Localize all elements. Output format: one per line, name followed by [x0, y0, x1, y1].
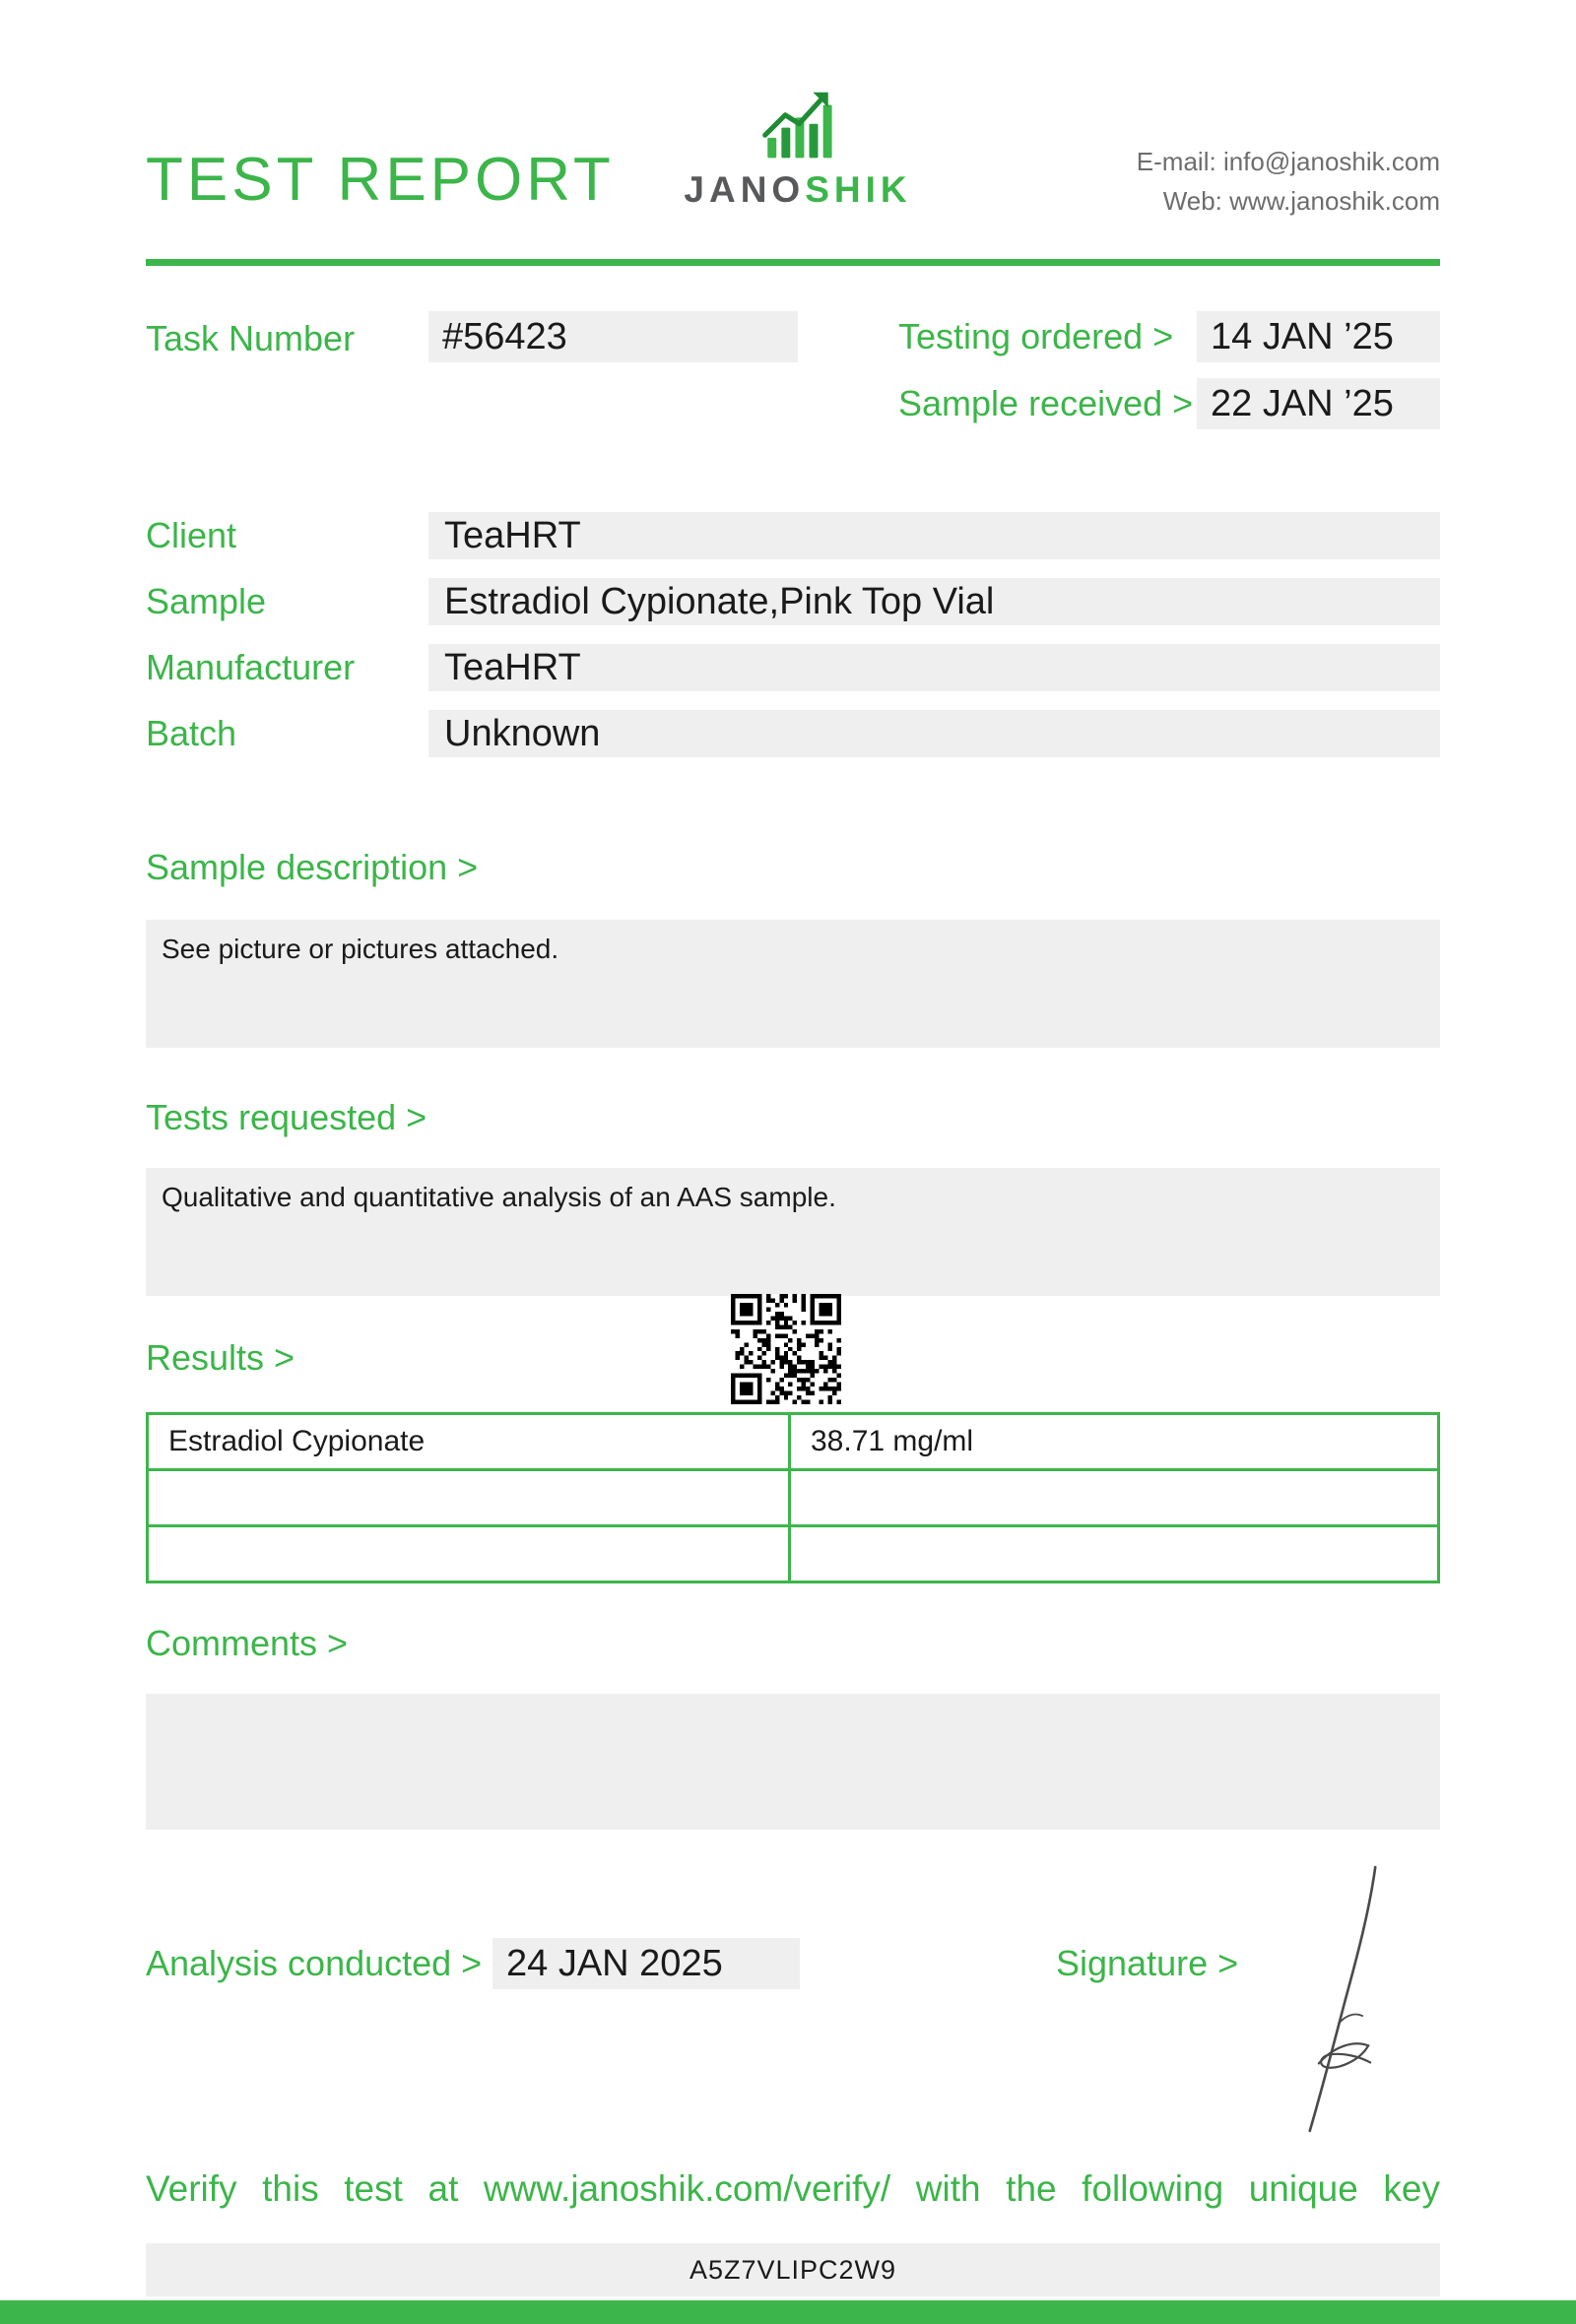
logo-jano: JANO [684, 169, 806, 210]
result-substance [148, 1470, 790, 1526]
handwritten-signature [1279, 1859, 1409, 2147]
result-amount [790, 1526, 1439, 1582]
contact-email-line [1137, 142, 1440, 181]
results-label: Results > [146, 1337, 296, 1378]
bar-chart-uptrend-icon [757, 83, 838, 167]
page-title: TEST REPORT [146, 146, 615, 214]
sample-description-box: See picture or pictures attached. [146, 920, 1440, 1048]
comments-label: Comments > [146, 1623, 349, 1663]
task-number-value: #56423 [428, 311, 798, 362]
verify-text: Verify this test at www.janoshik.com/verify/ with the following unique key [146, 2168, 1440, 2209]
sample-received-date: 22 JAN ’25 [1197, 378, 1440, 429]
task-number-label: Task Number [146, 318, 356, 358]
contact-block [1137, 142, 1440, 221]
detail-row-manufacturer [146, 644, 1440, 691]
verify-key: A5Z7VLIPC2W9 [146, 2243, 1440, 2296]
detail-row-sample [146, 578, 1440, 625]
tests-requested-box: Qualitative and quantitative analysis of an AAS sample. [146, 1168, 1440, 1296]
result-substance: Estradiol Cypionate [148, 1414, 790, 1470]
table-row [148, 1470, 1439, 1526]
manufacturer-value: TeaHRT [428, 644, 1440, 691]
header-divider [146, 259, 1440, 266]
batch-label: Batch [146, 713, 237, 753]
signature-label: Signature > [1056, 1943, 1239, 1983]
comments-box [146, 1694, 1440, 1830]
manufacturer-label: Manufacturer [146, 647, 356, 687]
batch-value: Unknown [428, 710, 1440, 757]
web-value: www.janoshik.com [1229, 186, 1440, 216]
testing-ordered-date: 14 JAN ’25 [1197, 311, 1440, 362]
email-value: info@janoshik.com [1222, 147, 1440, 176]
detail-row-client [146, 512, 1440, 559]
contact-web-line [1137, 181, 1440, 221]
janoshik-logo [680, 83, 916, 211]
result-amount [790, 1470, 1439, 1526]
client-value: TeaHRT [428, 512, 1440, 559]
results-table [146, 1412, 1440, 1583]
result-substance [148, 1526, 790, 1582]
sample-description-label: Sample description > [146, 847, 479, 887]
result-amount: 38.71 mg/ml [790, 1414, 1439, 1470]
table-row [148, 1414, 1439, 1470]
table-row [148, 1526, 1439, 1582]
analysis-conducted-label: Analysis conducted > [146, 1943, 483, 1983]
client-label: Client [146, 515, 237, 555]
sample-received-label: Sample received > [898, 383, 1194, 423]
sample-label: Sample [146, 581, 267, 621]
qr-code [731, 1294, 841, 1404]
logo-wordmark [680, 169, 916, 211]
tests-requested-label: Tests requested > [146, 1097, 427, 1137]
testing-ordered-label: Testing ordered > [898, 316, 1174, 356]
sample-value: Estradiol Cypionate,Pink Top Vial [428, 578, 1440, 625]
logo-shik: SHIK [805, 169, 912, 210]
detail-row-batch [146, 710, 1440, 757]
footer-green-bar [0, 2300, 1576, 2324]
web-label: Web: [1162, 186, 1222, 216]
email-label: E-mail: [1136, 147, 1216, 176]
analysis-date: 24 JAN 2025 [492, 1938, 800, 1989]
